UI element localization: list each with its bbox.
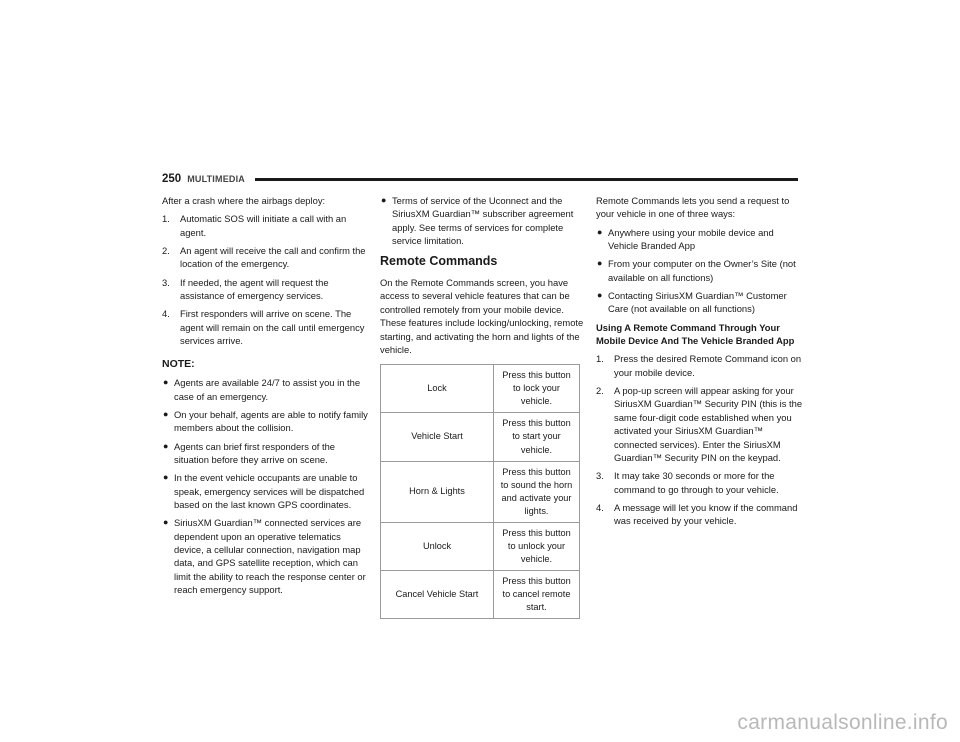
bullet-icon: ● — [163, 409, 169, 420]
table-row — [381, 522, 580, 570]
note-title: NOTE: — [162, 358, 195, 371]
list-item: 4. First responders will arrive on scene. The agent will remain on the call until emergency services arrive. — [162, 308, 365, 347]
table-row — [381, 365, 580, 413]
list-item: ● From your computer on the Owner’s Site (not available on all functions) — [597, 258, 796, 283]
remote-commands-table — [380, 364, 580, 619]
page-header — [162, 172, 798, 186]
table-cell-description: Press this button to sound the horn and activate your lights. — [494, 461, 580, 522]
column-left — [162, 194, 372, 602]
column-middle — [380, 194, 590, 619]
terms-list — [380, 194, 590, 247]
list-item: 4. A message will let you know if the command was received by your vehicle. — [596, 501, 798, 527]
crash-steps-list — [162, 212, 372, 347]
list-item: ● On your behalf, agents are able to notify family members about the collision. — [163, 409, 368, 434]
list-item: ● Agents can brief first responders of the situation before they arrive on scene. — [163, 440, 336, 466]
list-item: 3. It may take 30 seconds or more for the command to go through to your vehicle. — [596, 470, 779, 495]
mobile-steps-list — [596, 352, 806, 527]
list-item: 2. An agent will receive the call and confirm the location of the emergency. — [162, 245, 366, 270]
mobile-command-subheading: Using A Remote Command Through Your Mobile Device And The Vehicle Branded App — [596, 321, 795, 347]
table-cell-command: Vehicle Start — [381, 413, 494, 461]
table-cell-description: Press this button to lock your vehicle. — [494, 365, 580, 413]
remote-commands-heading: Remote Commands — [380, 254, 498, 269]
table-row — [381, 461, 580, 522]
bullet-icon: ● — [163, 517, 169, 528]
table-row — [381, 571, 580, 619]
ways-list — [596, 226, 806, 316]
table-cell-description: Press this button to unlock your vehicle. — [494, 522, 580, 570]
table-cell-description: Press this button to start your vehicle. — [494, 413, 580, 461]
crash-intro: After a crash where the airbags deploy: — [162, 195, 326, 206]
table-row — [381, 413, 580, 461]
page-number: 250 — [162, 172, 182, 185]
note-list — [162, 376, 372, 596]
section-title: MULTIMEDIA — [187, 173, 246, 184]
list-item: 2. A pop-up screen will appear asking for your SiriusXM Guardian™ Security PIN (this is the same four-digit code established when you activated your SiriusXM Guardian™ connected services). Enter the SiriusXM Guardian™ Security PIN on the keypad. — [596, 385, 803, 463]
table-cell-command: Unlock — [381, 522, 494, 570]
table-cell-command: Horn & Lights — [381, 461, 494, 522]
bullet-icon: ● — [597, 258, 603, 269]
bullet-icon: ● — [381, 195, 387, 205]
bullet-icon: ● — [163, 440, 169, 451]
column-right — [596, 194, 806, 533]
bullet-icon: ● — [163, 472, 169, 483]
bullet-icon: ● — [163, 377, 169, 388]
bullet-icon: ● — [597, 226, 603, 237]
table-cell-description: Press this button to cancel remote start. — [494, 571, 580, 619]
ways-intro: Remote Commands lets you send a request to your vehicle in one of three ways: — [596, 195, 790, 220]
table-cell-command: Lock — [381, 365, 494, 413]
list-item: 3. If needed, the agent will request the assistance of emergency services. — [162, 276, 329, 302]
list-item: ● SiriusXM Guardian™ connected services are dependent upon an operative telematics device, a cellular connection, navigation map data, and GPS satellite reception, which can limit the ability to reach the response center or reach emergency support. — [163, 517, 366, 596]
list-item: 1. Automatic SOS will initiate a call with an agent. — [162, 213, 347, 238]
header-rule — [255, 178, 798, 181]
bullet-icon: ● — [597, 290, 603, 301]
list-item: ● Agents are available 24/7 to assist you in the case of an emergency. — [163, 377, 361, 402]
list-item: ● Terms of service of the Uconnect and the SiriusXM Guardian™ subscriber agreement apply. See terms of services for complete service limitation. — [381, 195, 574, 247]
table-cell-command: Cancel Vehicle Start — [381, 571, 494, 619]
remote-commands-body: On the Remote Commands screen, you have access to several vehicle features that can be controlled remotely from your mobile device. These features include locking/unlocking, remote starting, and activating the horn and lights of the vehicle. — [380, 277, 584, 355]
list-item: 1. Press the desired Remote Command icon on your mobile device. — [596, 353, 802, 378]
watermark: carmanualsonline.info — [737, 711, 948, 735]
list-item: ● Contacting SiriusXM Guardian™ Customer Care (not available on all functions) — [597, 290, 787, 315]
list-item: ● In the event vehicle occupants are unable to speak, emergency services will be dispatched based on the last known GPS coordinates. — [163, 472, 365, 511]
list-item: ● Anywhere using your mobile device and Vehicle Branded App — [597, 226, 774, 252]
